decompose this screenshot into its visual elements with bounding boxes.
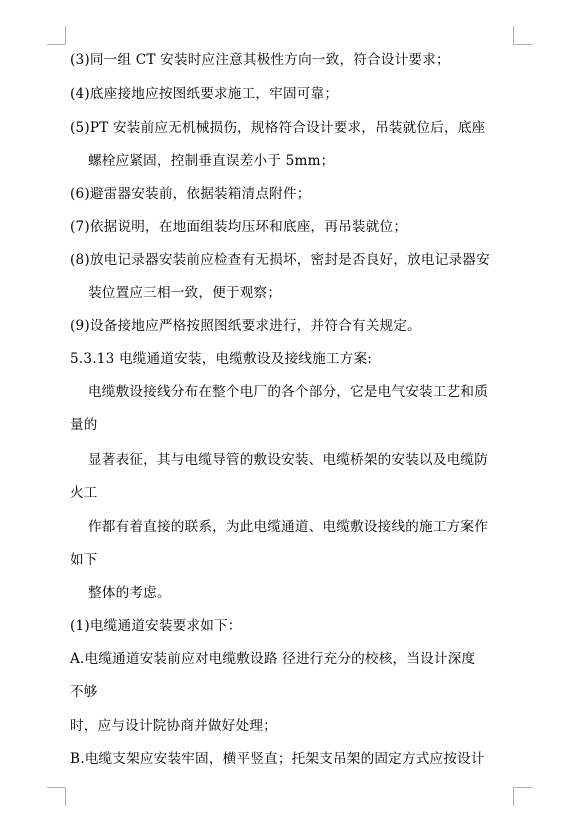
text-line: (7)依据说明，在地面组装均压环和底座，再吊装就位； — [70, 219, 408, 235]
section-heading: 5.3.13 电缆通道安装，电缆敷设及接线施工方案: — [70, 351, 373, 367]
text-line: (8)放电记录器安装前应检查有无损坏，密封是否良好，放电记录器安 — [70, 252, 490, 268]
text-line: (6)避雷器安装前，依据装箱清点附件； — [70, 186, 311, 202]
text-line: A.电缆通道安装前应对电缆敷设路 径进行充分的校核，当设计深度 — [70, 651, 476, 667]
text-line: (5)PT 安装前应无机械损伤，规格符合设计要求，吊装就位后，底座 — [70, 120, 486, 136]
text-line: 螺栓应紧固，控制垂直误差小于 5mm； — [88, 153, 335, 169]
text-line: 整体的考虑。 — [88, 585, 171, 601]
text-line: B.电缆支架应安装牢固，横平竖直；托架支吊架的固定方式应按设计 — [70, 751, 485, 767]
text-line: (1)电缆通道安装要求如下： — [70, 618, 242, 634]
text-line: 不够 — [70, 684, 98, 700]
text-line: 显著表征，其与电缆导管的敷设安装、电缆桥架的安装以及电缆防 — [88, 452, 489, 468]
text-line: 电缆敷设接线分布在整个电厂的各个部分，它是电气安装工艺和质 — [88, 384, 489, 400]
text-line: 时，应与设计院协商并做好处理； — [70, 718, 277, 734]
text-line: (3)同一组 CT 安装时应注意其极性方向一致，符合设计要求； — [70, 52, 450, 68]
text-line: 作都有着直接的联系，为此电缆通道、电缆敷设接线的施工方案作 — [88, 519, 489, 535]
text-line: 装位置应三相一致，便于观察； — [88, 285, 282, 301]
text-line: 火工 — [70, 485, 98, 501]
crop-mark-bottom-left — [47, 787, 66, 806]
text-line: (4)底座接地应按图纸要求施工，牢固可靠； — [70, 86, 339, 102]
text-line: 如下 — [70, 552, 98, 568]
text-line: (9)设备接地应严格按照图纸要求进行，并符合有关规定。 — [70, 318, 421, 334]
crop-mark-bottom-right — [513, 787, 532, 806]
crop-mark-top-right — [513, 26, 532, 45]
text-line: 量的 — [70, 417, 98, 433]
crop-mark-top-left — [47, 26, 66, 45]
